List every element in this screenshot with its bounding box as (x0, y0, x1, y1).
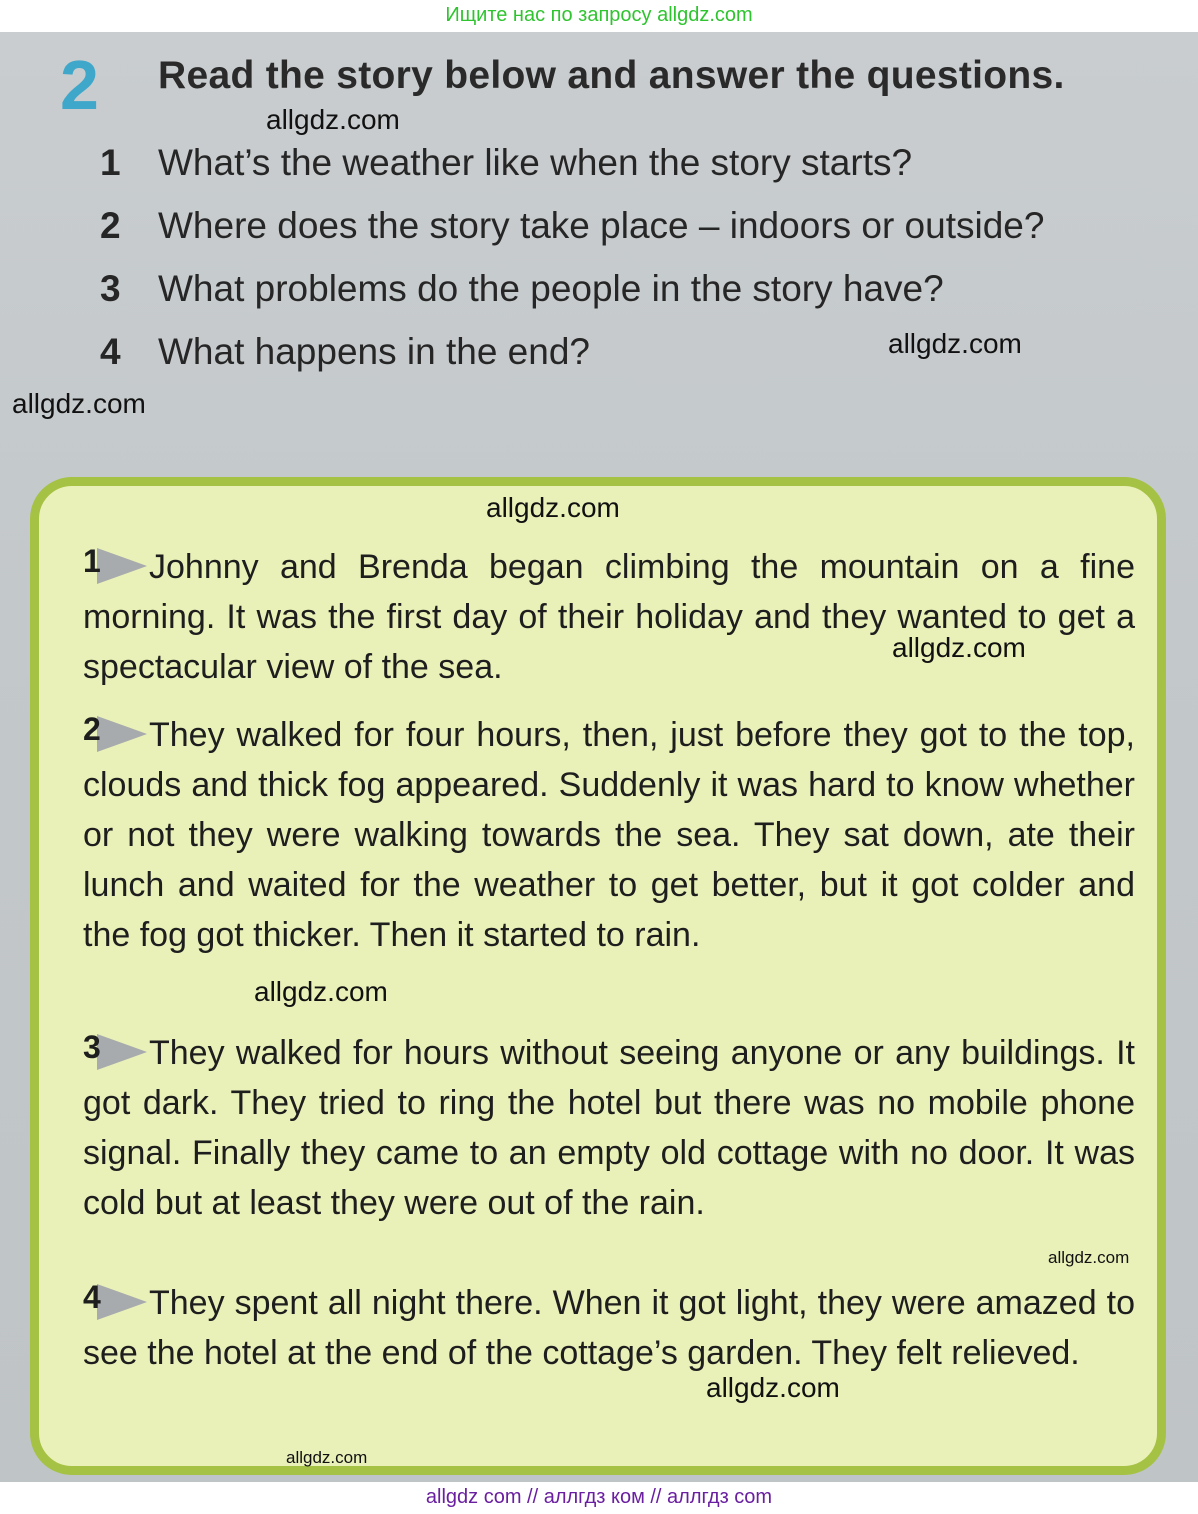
bottom-banner[interactable]: allgdz com // аллгдз ком // аллгдз com (0, 1482, 1198, 1514)
paragraph-marker (83, 1030, 149, 1070)
story-paragraph (83, 1028, 1135, 1228)
paragraph-number: 3 (83, 1029, 101, 1065)
story-paragraph (83, 1278, 1135, 1378)
question-number: 1 (100, 142, 121, 183)
play-arrow-icon (97, 1034, 147, 1070)
watermark: allgdz.com (486, 492, 620, 523)
question-number: 4 (100, 331, 121, 372)
story-paragraph (83, 542, 1135, 692)
play-arrow-icon (97, 716, 147, 752)
paragraph-text: Johnny and Brenda began climbing the mountain on a fine morning. It was the first day of their holiday and they wanted to get a spectacular view of the sea. (83, 548, 1135, 686)
question-text: What’s the weather like when the story starts? (158, 142, 913, 183)
watermark: allgdz.com (266, 104, 400, 135)
story-box (30, 477, 1166, 1475)
paragraph-text: They walked for four hours, then, just before they got to the top, clouds and thick fog appeared. Suddenly it was hard to know whether or not they were walking towards the sea. They sat down, ate their lunch and waited for the weather to get better, but it got colder and the fog got thicker. Then it started to rain. (83, 716, 1135, 954)
watermark: allgdz.com (1048, 1248, 1130, 1267)
story-paragraph (83, 710, 1135, 960)
paragraph-text: They spent all night there. When it got light, they were amazed to see the hotel at the end of the cottage’s garden. They felt relieved. (83, 1284, 1135, 1372)
paragraph-marker (83, 544, 149, 584)
watermark: allgdz.com (892, 632, 1026, 663)
watermark: allgdz.com (286, 1448, 368, 1467)
watermark: allgdz.com (706, 1372, 840, 1403)
exercise-number: 2 (60, 46, 99, 124)
top-banner[interactable]: Ищите нас по запросу allgdz.com (0, 0, 1198, 32)
paragraph-marker (83, 1280, 149, 1320)
paragraph-text: They walked for hours without seeing anyone or any buildings. It got dark. They tried to ring the hotel but there was no mobile phone signal. Finally they came to an empty old cottage with no door. It was cold but at least they were out of the rain. (83, 1034, 1135, 1222)
paragraph-number: 2 (83, 711, 101, 747)
question-number: 2 (100, 205, 121, 246)
question-text: What problems do the people in the story have? (158, 268, 944, 309)
paragraph-number: 1 (83, 543, 101, 579)
watermark: allgdz.com (12, 388, 146, 419)
question-text: Where does the story take place – indoors or outside? (158, 205, 1045, 246)
paragraph-number: 4 (83, 1279, 101, 1315)
question-number: 3 (100, 268, 121, 309)
textbook-page (0, 32, 1198, 1482)
play-arrow-icon (97, 1284, 147, 1320)
exercise-instruction: Read the story below and answer the questions. (158, 54, 1065, 97)
watermark: allgdz.com (888, 328, 1022, 359)
question-text: What happens in the end? (158, 331, 590, 372)
watermark: allgdz.com (254, 976, 388, 1007)
paragraph-marker (83, 712, 149, 752)
play-arrow-icon (97, 548, 147, 584)
